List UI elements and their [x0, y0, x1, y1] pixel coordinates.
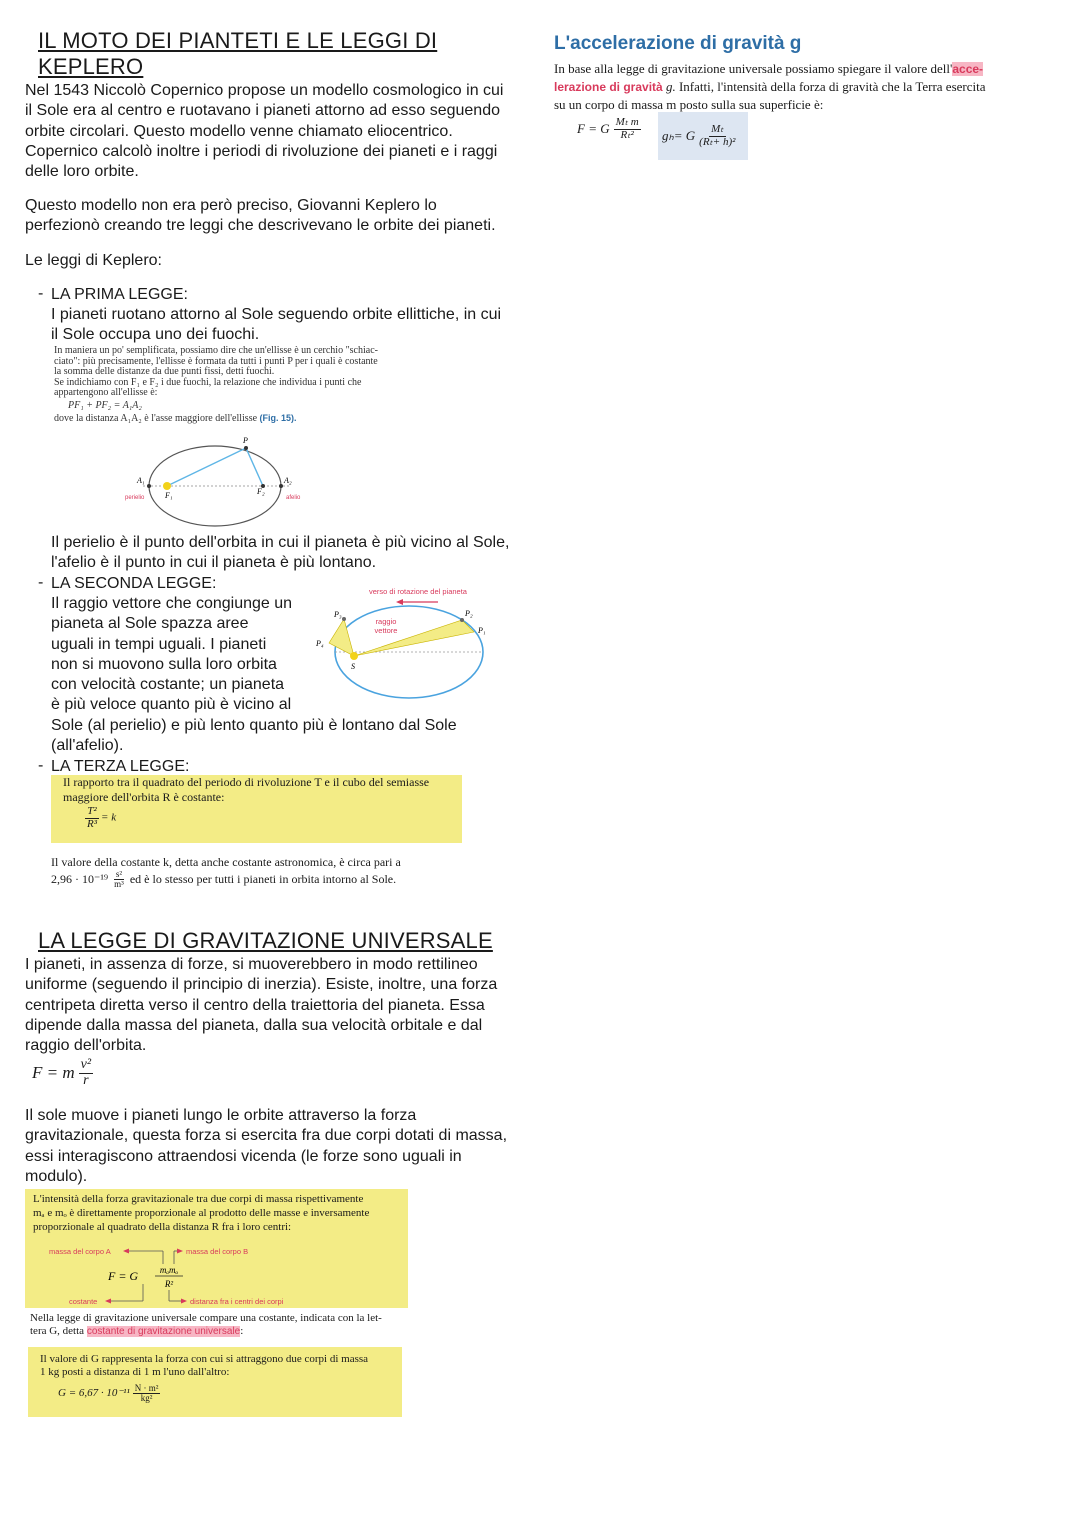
label-p1: P₁ [478, 626, 486, 635]
text-line: Nel 1543 Niccolò Copernico propose un modello cosmologico in cui [25, 82, 504, 99]
formula-denominator: r [83, 1072, 89, 1088]
label-f1: F₁ [165, 491, 173, 500]
text-line: Questo modello non era però preciso, Giovanni Keplero lo [25, 197, 437, 214]
perielio-text [51, 533, 541, 574]
text-line: il Sole era al centro e ruotavano i pianeti attorno ad esso seguendo [25, 102, 500, 120]
text-line: orbite circolari. Questo modello venne chiamato eliocentrico. [25, 122, 453, 140]
right-formula-2 [658, 112, 748, 160]
text-line: pianeta al Sole spazza aree [51, 615, 249, 633]
text-line: perfezionò creando tre leggi che descrivevano le orbite dei pianeti. [25, 217, 496, 235]
text-line: la somma delle distanze da due punti fissi, detti fuochi. [54, 366, 275, 377]
unit-denominator: m³ [114, 879, 124, 890]
bullet-dash: - [38, 574, 44, 591]
formula-denominator: Rₜ² [620, 128, 634, 141]
formula-numerator: Mₜ m [615, 116, 639, 128]
formula-numerator: Mₜ [711, 122, 724, 135]
text-line: 1 kg posti a distanza di 1 m l'uno dall'altro: [40, 1366, 230, 1378]
title-gravitation: LA LEGGE DI GRAVITAZIONE UNIVERSALE [38, 928, 493, 953]
G-value: G = 6,67 · 10⁻¹¹ [58, 1387, 130, 1400]
gravitation-formula-diagram [25, 1240, 408, 1308]
text-line: Copernico calcolò inoltre i periodi di rivoluzione dei pianeti e i raggi [25, 142, 498, 160]
arrowhead [177, 1249, 183, 1254]
label-p2: P₂ [465, 609, 473, 618]
kepler-paragraph [25, 196, 545, 237]
text-line: l'afelio è il punto in cui il pianeta è più lontano. [51, 554, 377, 572]
label-s: S [351, 662, 355, 671]
label-constant: costante [69, 1297, 98, 1306]
ellipse-definition [54, 346, 394, 425]
g-symbol: g. [665, 79, 676, 94]
G-value-box [28, 1347, 402, 1417]
area-law-figure [312, 583, 497, 708]
text-line: In maniera un po' semplificata, possiamo dire che un'ellisse è un cerchio "schiac- [54, 345, 378, 356]
text-line: I pianeti, in assenza di forze, si muoverebbero in modo rettilineo [25, 956, 478, 973]
formula-rhs: = k [101, 811, 117, 824]
text-line: Infatti, l'intensità della forza di gravità che la Terra esercita [678, 79, 986, 94]
text-line: gravitazionale, questa forza si esercita fra due corpi dotati di massa, [25, 1127, 508, 1145]
rotation-label: verso di rotazione del pianeta [369, 587, 467, 596]
right-formula-1 [577, 117, 643, 141]
sun-paragraph [25, 1106, 545, 1187]
bullet-dash: - [38, 757, 44, 774]
label-p4: P₄ [316, 639, 324, 648]
p3-dot [342, 617, 346, 621]
title-kepler-line2: KEPLERO [38, 54, 144, 79]
formula-denominator: R² [164, 1279, 174, 1289]
text-line: In base alla legge di gravitazione universale possiamo spiegare il valore dell' [554, 61, 953, 76]
label-afelio: afelio [286, 495, 301, 501]
formula-numerator: v² [80, 1057, 92, 1072]
bullet-dash: - [38, 285, 44, 302]
G-formula [58, 1384, 402, 1404]
arrowhead [105, 1299, 111, 1304]
text-line: è più veloce quanto più è vicino al [51, 696, 292, 714]
text-line: uniforme (seguendo il principio di inerzia). Esiste, inoltre, una forza [25, 976, 498, 994]
text-line: Il rapporto tra il quadrato del periodo di rivoluzione T e il cubo del semiasse [63, 775, 430, 789]
label-mass-a: massa del corpo A [49, 1247, 111, 1256]
sun-icon [350, 652, 358, 660]
a2-dot [279, 484, 283, 488]
right-paragraph [554, 60, 1024, 113]
constant-k-tail: ed è lo stesso per tutti i pianeti in orbita intorno al Sole. [129, 872, 397, 887]
text-line: L'intensità della forza gravitazionale tra due corpi di massa rispettivamente [33, 1193, 364, 1205]
formula-numerator: T² [87, 805, 97, 817]
text-line: Se indichiamo con F₁ e F₂ i due fuochi, la relazione che individua i punti che [54, 376, 362, 388]
label-a1: A₁ [137, 476, 145, 485]
constant-k-value-line [51, 870, 396, 890]
text-line: proporzionale al quadrato della distanza R fra i loro centri: [33, 1221, 292, 1233]
highlight-acceleration-2: lerazione di gravità [554, 80, 663, 94]
text-line: uguali in tempi uguali. I pianeti [51, 635, 267, 653]
text-line: centripeta diretta verso il centro della traiettoria del pianeta. Essa [25, 996, 485, 1014]
right-title: L'accelerazione di gravità g [554, 33, 802, 54]
formula-denominator: R³ [87, 817, 98, 830]
text-line: Il perielio è il punto dell'orbita in cui il pianeta è più vicino al Sole, [51, 534, 510, 551]
unit-numerator: s² [115, 869, 123, 879]
text-line: Il raggio vettore che congiunge un [51, 595, 293, 612]
text-line: ciato": più precisamente, l'ellisse è formata da tutti i punti P per i quali è costante [54, 355, 378, 367]
first-law-title: LA PRIMA LEGGE: [51, 286, 188, 303]
text-line: Il sole muove i pianeti lungo le orbite attraverso la forza [25, 1107, 417, 1124]
text-line: non si muovono sulla loro orbita [51, 655, 277, 673]
label-f2: F₂ [257, 487, 265, 496]
text-line: modulo). [25, 1167, 88, 1185]
text-line: Nella legge di gravitazione universale compare una costante, indicata con la let- [30, 1312, 382, 1324]
formula-denominator: (Rₜ+ h)² [699, 135, 736, 148]
label-a2: A₂ [284, 476, 292, 485]
highlight-acceleration: acce- [952, 62, 984, 76]
unit-numerator: N · m² [134, 1383, 159, 1393]
formula-lhs: F = G [577, 121, 610, 137]
label-p: P [243, 436, 248, 445]
text-line: essi interagiscono attraendosi vicenda (le forze sono uguali in [25, 1147, 462, 1165]
rotation-arrowhead [396, 599, 403, 605]
G-highlight: costante di gravitazione universale [86, 1326, 241, 1337]
fig-ref: (Fig. 15). [259, 413, 297, 423]
label-raggio: raggio [375, 617, 397, 626]
ellipse-figure [115, 432, 315, 532]
text-line: maggiore dell'orbita R è costante: [63, 790, 225, 804]
label-mass-b: massa del corpo B [186, 1247, 249, 1256]
third-law-formula [83, 806, 462, 830]
sun-icon [163, 482, 171, 490]
label-vettore: vettore [374, 626, 398, 635]
p2-dot [460, 618, 464, 622]
text-line: appartengono all'ellisse è: [54, 387, 158, 398]
text-line: (all'afelio). [51, 737, 124, 755]
centripetal-formula [32, 1058, 95, 1088]
first-law-text [51, 305, 531, 346]
text-line: dipende dalla massa del pianeta, dalla sua velocità orbitale e dal [25, 1016, 483, 1034]
ellipse-formula: PF₁ + PF₂ = A₁A₂ [68, 399, 142, 411]
second-law-title: LA SECONDA LEGGE: [51, 575, 217, 592]
text-line: delle loro orbite. [25, 163, 139, 181]
G-intro: Nella legge di gravitazione universale compare una costante, indicata con la let- tera G, detta costante di gravitazione universale: [30, 1312, 410, 1338]
text-line: Il valore di G rappresenta la forza con cui si attraggono due corpi di massa [40, 1353, 369, 1365]
ellipse-axis-note: dove la distanza A₁A₂ è l'asse maggiore dell'ellisse [54, 413, 258, 424]
unit-denominator: kg² [140, 1393, 153, 1404]
title-kepler-line1: IL MOTO DEI PIANTETI E LE LEGGI DI [38, 28, 438, 53]
swept-area-2 [354, 620, 474, 656]
text-line: il Sole occupa uno dei fuochi. [51, 326, 260, 344]
third-law-title: LA TERZA LEGGE: [51, 758, 190, 775]
formula-lhs: F = m [32, 1063, 75, 1083]
third-law-box [51, 775, 462, 843]
planet-p-dot [244, 446, 248, 450]
constant-k-text: Il valore della costante k, detta anche costante astronomica, è circa pari a [51, 855, 401, 869]
label-perielio: perielio [125, 495, 145, 501]
intro-paragraph [25, 81, 545, 182]
focus-line-1 [167, 448, 246, 486]
formula-numerator: mₐmₒ [159, 1265, 179, 1275]
text-fragment: tera G, detta [30, 1325, 85, 1337]
text-line: con velocità costante; un pianeta [51, 676, 285, 694]
formula-lhs: gₕ= G [662, 128, 696, 143]
formula-lhs: F = G [108, 1269, 139, 1283]
text-line: mₐ e mₒ è direttamente proporzionale al prodotto delle masse e inversamente [33, 1207, 370, 1219]
label-distance: distanza fra i centri dei corpi [190, 1297, 284, 1306]
arrowhead [123, 1249, 129, 1254]
gravitation-intro [25, 955, 545, 1056]
a1-dot [147, 484, 151, 488]
constant-k-value: 2,96 · 10⁻¹⁹ [51, 872, 109, 887]
text-line: I pianeti ruotano attorno al Sole seguendo orbite ellittiche, in cui [51, 306, 502, 323]
label-p3: P₃ [334, 610, 342, 619]
text-line: raggio dell'orbita. [25, 1037, 147, 1055]
text-line: Sole (al perielio) e più lento quanto più è lontano dal Sole [51, 716, 457, 734]
arrowhead [181, 1299, 187, 1304]
laws-label: Le leggi di Keplero: [25, 252, 162, 269]
text-line: su un corpo di massa m posto sulla sua superficie è: [554, 97, 824, 112]
